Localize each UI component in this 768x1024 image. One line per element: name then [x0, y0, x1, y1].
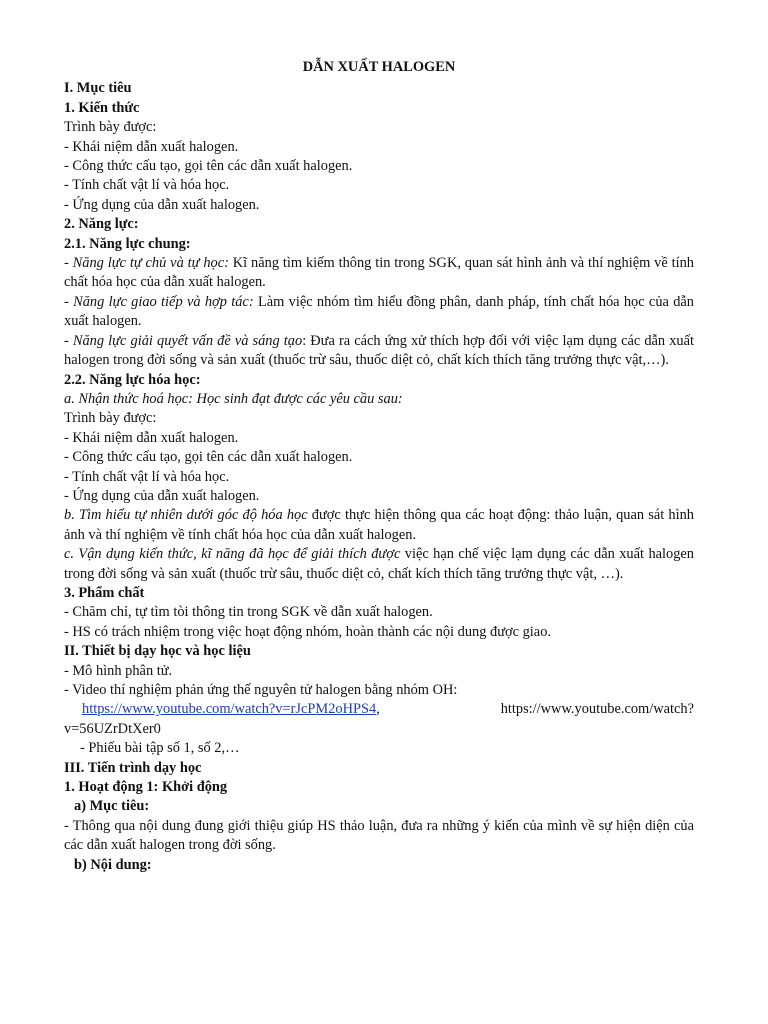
knowledge-item: - Tính chất vật lí và hóa học. [64, 177, 230, 194]
competency-text: Kĩ năng tìm kiếm thông tin trong SGK, quan sát hình ảnh và thí nghiệm về tính chất hóa học của dẫn xuất halogen. [64, 255, 694, 291]
competency-label: - Năng lực giao tiếp và hợp tác: [64, 293, 254, 310]
video-link-2-start: https://www.youtube.com/watch? [500, 701, 694, 718]
chemistry-item: - Công thức cấu tạo, gọi tên các dẫn xuất halogen. [64, 449, 353, 466]
document-title: DẪN XUẤT HALOGEN [302, 59, 456, 75]
video-link-1[interactable]: https://www.youtube.com/watch?v=rJcPM2oHPS4 [82, 701, 377, 718]
competency-label: - Năng lực giải quyết vấn đề và sáng tạo [64, 332, 303, 349]
chemistry-apply-label: c. Vận dụng kiến thức, kĩ năng đã học để giải thích được [64, 546, 401, 563]
knowledge-intro: Trình bày được: [64, 119, 157, 136]
knowledge-heading: 1. Kiến thức [64, 99, 140, 116]
competency-heading: 2. Năng lực: [64, 216, 139, 233]
activity-1-objective-text: - Thông qua nội dung đung giới thiệu giúp HS thảo luận, đưa ra những ý kiến của mình về sự hiện diện của các dẫn xuất halogen trong đời sống. [64, 817, 694, 854]
knowledge-item: - Công thức cấu tạo, gọi tên các dẫn xuất halogen. [64, 158, 353, 175]
chemistry-explore-paragraph [64, 506, 694, 545]
chemistry-intro: Trình bày được: [64, 410, 157, 427]
activity-1-objective-heading: a) Mục tiêu: [74, 798, 150, 815]
chemistry-apply-text: việc hạn chế việc lạm dụng các dẫn xuất halogen trong đời sống và sản xuất (thuốc trừ sâu, thuốc diệt cỏ, chất kích thích tăng trưởng thực vật, …). [64, 546, 694, 582]
competency-problem-solving [64, 332, 694, 371]
competency-label: - Năng lực tự chủ và tự học: [64, 255, 229, 272]
activity-1-heading: 1. Hoạt động 1: Khởi động [64, 779, 228, 796]
qualities-heading: 3. Phẩm chất [64, 584, 145, 601]
competency-self-study [64, 254, 694, 293]
equipment-item: - Mô hình phân tử. [64, 662, 173, 679]
competency-text: : Đưa ra cách ứng xử thích hợp đối với việc lạm dụng các dẫn xuất halogen trong đời sống và sản xuất (thuốc trừ sâu, thuốc diệt cỏ, chất kích thích tăng trưởng thực vật,…). [64, 332, 694, 369]
equipment-item: - Phiếu bài tập số 1, số 2,… [80, 740, 240, 757]
video-link-2-end: v=56UZrDtXer0 [64, 720, 161, 737]
chemistry-explore-label: b. Tìm hiểu tự nhiên dưới góc độ hóa học [64, 507, 308, 524]
video-link-group [82, 700, 380, 719]
section-objectives-heading: I. Mục tiêu [64, 80, 132, 97]
chemistry-explore-text: được thực hiện thông qua các hoạt động: thảo luận, quan sát hình ảnh và thí nghiệm về tính chất hóa học của dẫn xuất halogen. [64, 507, 694, 543]
equipment-heading: II. Thiết bị dạy học và học liệu [64, 643, 251, 660]
chemistry-competency-heading: 2.2. Năng lực hóa học: [64, 371, 201, 388]
equipment-item: - Video thí nghiệm phản ứng thế nguyên tử halogen bằng nhóm OH: [64, 682, 458, 698]
link-separator: , [376, 701, 380, 718]
document-page [64, 58, 694, 875]
general-competency-heading: 2.1. Năng lực chung: [64, 235, 191, 252]
quality-item: - Chăm chỉ, tự tìm tòi thông tin trong SGK về dẫn xuất halogen. [64, 604, 433, 621]
knowledge-item: - Ứng dụng của dẫn xuất halogen. [64, 196, 260, 213]
competency-text: Làm việc nhóm tìm hiểu đồng phân, danh pháp, tính chất hóa học của dẫn xuất halogen. [64, 293, 694, 330]
chemistry-awareness-label: a. Nhận thức hoá học: Học sinh đạt được các yêu cầu sau: [64, 390, 403, 407]
quality-item: - HS có trách nhiệm trong việc hoạt động nhóm, hoàn thành các nội dung được giao. [64, 623, 551, 640]
chemistry-item: - Ứng dụng của dẫn xuất halogen. [64, 487, 260, 504]
process-heading: III. Tiến trình dạy học [64, 759, 202, 776]
chemistry-apply-paragraph [64, 545, 694, 584]
competency-communication [64, 293, 694, 332]
chemistry-item: - Tính chất vật lí và hóa học. [64, 468, 230, 485]
chemistry-item: - Khái niệm dẫn xuất halogen. [64, 429, 239, 446]
video-links-row [64, 700, 694, 719]
knowledge-item: - Khái niệm dẫn xuất halogen. [64, 138, 239, 155]
activity-1-content-heading: b) Nội dung: [74, 856, 152, 873]
